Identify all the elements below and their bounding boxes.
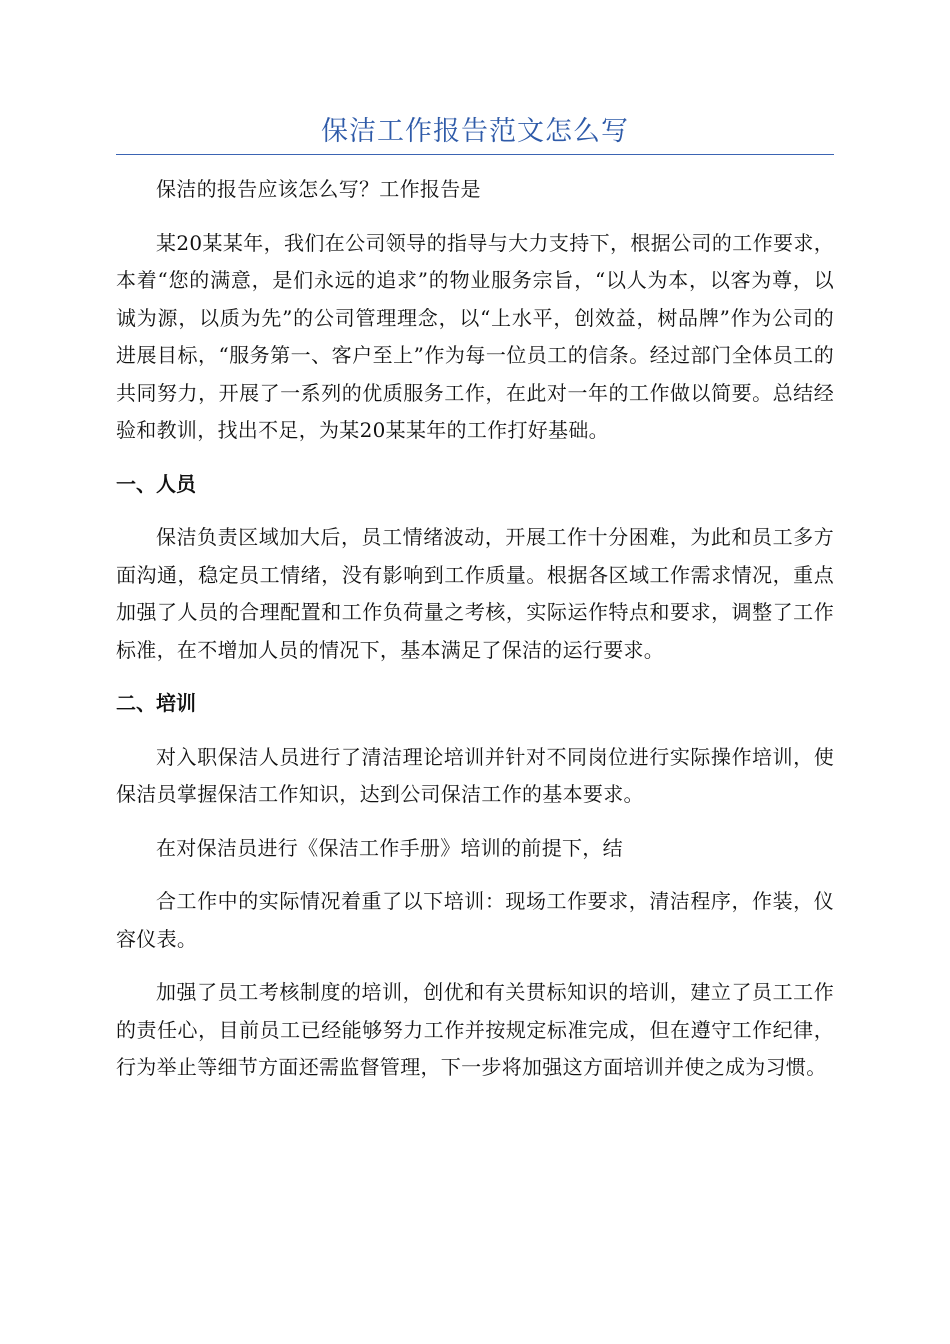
intro-paragraph: 保洁的报告应该怎么写？工作报告是 [156,177,481,201]
training-paragraph-1: 对入职保洁人员进行了清洁理论培训并针对不同岗位进行实际操作培训，使保洁员掌握保洁工作知识，达到公司保洁工作的基本要求。 [116,744,834,806]
section-heading-personnel: 一、人员 [116,471,196,496]
title-underline [116,154,834,155]
personnel-paragraph: 保洁负责区域加大后，员工情绪波动，开展工作十分困难，为此和员工多方面沟通，稳定员工情绪，没有影响到工作质量。根据各区域工作需求情况，重点加强了人员的合理配置和工作负荷量之考核，实际运作特点和要求，调整了工作标准，在不增加人员的情况下，基本满足了保洁的运行要求。 [116,525,834,662]
training-paragraph-3: 合工作中的实际情况着重了以下培训：现场工作要求，清洁程序，作装，仪容仪表。 [116,889,834,951]
document-content [116,112,834,1103]
section-heading-training: 二、培训 [116,691,196,715]
training-paragraph-2: 在对保洁员进行《保洁工作手册》培训的前提下，结 [156,835,623,860]
document-title: 保洁工作报告范文怎么写 [321,116,629,147]
summary-paragraph: 某20某某年，我们在公司领导的指导与大力支持下，根据公司的工作要求，本着“您的满意，是们永远的追求”的物业服务宗旨，“以人为本，以客为尊，以诚为源，以质为先”的公司管理理念，以“上水平，创效益，树品牌”作为公司的进展目标，“服务第一、客户至上”作为每一位员工的信条。经过部门全体员工的共同努力，开展了一系列的优质服务工作，在此对一年的工作做以简要。总结经验和教训，找出不足，为某20某某年的工作打好基础。 [116,230,834,442]
training-paragraph-4: 加强了员工考核制度的培训，创优和有关贯标知识的培训，建立了员工工作的责任心，目前员工已经能够努力工作并按规定标准完成，但在遵守工作纪律，行为举止等细节方面还需监督管理，下一步将加强这方面培训并使之成为习惯。 [116,980,834,1079]
